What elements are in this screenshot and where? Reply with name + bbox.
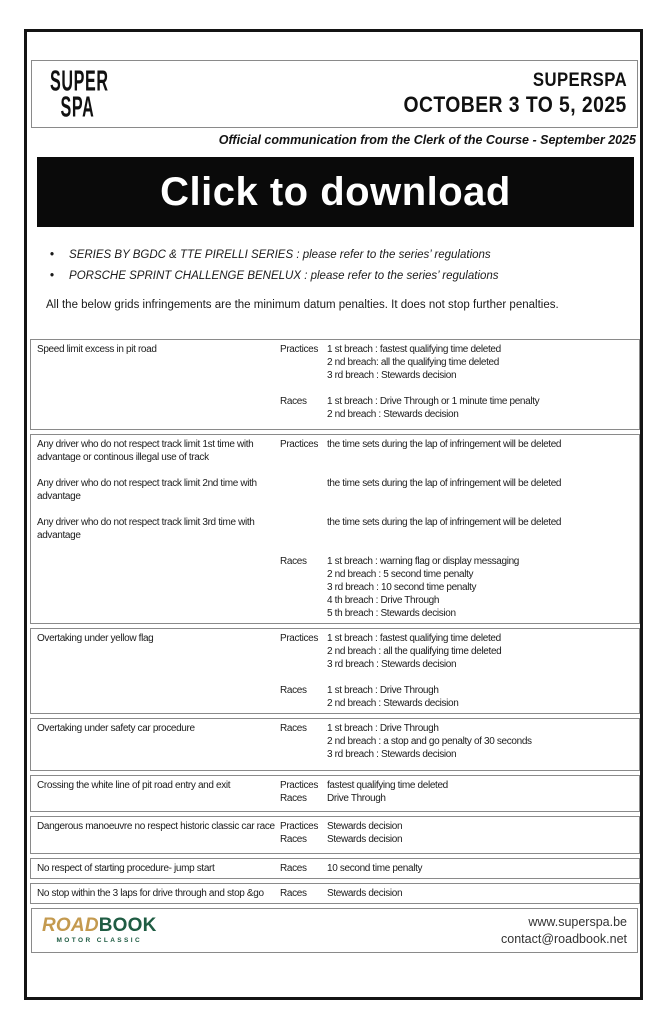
- penalty-lines: [327, 343, 635, 382]
- session-label: Practices: [280, 821, 318, 832]
- session-label: [280, 477, 327, 503]
- penalty-line: 3 rd breach : Stewards decision: [327, 370, 457, 381]
- penalty-line: Stewards decision: [327, 888, 403, 899]
- list-item: [50, 270, 615, 283]
- penalty-lines: [327, 820, 635, 833]
- penalties-note: All the below grids infringements are the minimum datum penalties. It does not stop further penalties.: [46, 299, 559, 311]
- footer: [31, 908, 638, 953]
- penalty-segment: [31, 722, 635, 761]
- session-label: Races: [280, 556, 307, 567]
- infringement-text: Dangerous manoeuvre no respect historic classic car race: [37, 821, 275, 832]
- infringement-text: No respect of starting procedure- jump start: [37, 863, 215, 874]
- session-label: Races: [280, 396, 307, 407]
- penalty-line: fastest qualifying time deleted: [327, 780, 448, 791]
- session-label: Practices: [280, 780, 318, 791]
- penalty-lines: [327, 438, 635, 464]
- penalty-box: [30, 434, 640, 624]
- contact-block: [501, 914, 627, 948]
- penalty-line: 2 nd breach: all the qualifying time deleted: [327, 357, 499, 368]
- roadbook-logo-book: BOOK: [98, 915, 157, 937]
- series-bullet-list: [50, 249, 615, 291]
- penalty-line: 3 rd breach : Stewards decision: [327, 659, 457, 670]
- session-label: Races: [280, 685, 307, 696]
- download-banner-label: Click to download: [160, 169, 511, 214]
- penalty-lines: [327, 632, 635, 671]
- roadbook-logo: [42, 916, 157, 945]
- list-item: [50, 249, 615, 262]
- penalty-line: 3 rd breach : Stewards decision: [327, 749, 457, 760]
- penalty-line: 5 th breach : Stewards decision: [327, 608, 456, 619]
- infringement-text: Crossing the white line of pit road entry and exit: [37, 780, 231, 791]
- penalty-table: [30, 339, 640, 908]
- penalty-box: [30, 858, 640, 879]
- session-label: Races: [280, 863, 307, 874]
- penalty-lines: [327, 395, 635, 421]
- header: [31, 60, 638, 128]
- penalty-line: 2 nd breach : all the qualifying time deleted: [327, 646, 502, 657]
- bullet-dot-icon: •: [50, 249, 55, 261]
- penalty-lines: [327, 792, 635, 805]
- infringement-text: Overtaking under safety car procedure: [37, 723, 195, 734]
- penalty-segment: [31, 862, 635, 875]
- penalty-line: 1 st breach : Drive Through: [327, 685, 439, 696]
- event-dates: OCTOBER 3 TO 5, 2025: [403, 92, 627, 117]
- email-text: contact@roadbook.net: [501, 931, 627, 946]
- penalty-line: the time sets during the lap of infringement will be deleted: [327, 517, 562, 528]
- penalty-segment: [31, 833, 635, 846]
- penalty-segment: [31, 555, 635, 620]
- infringement-text: Overtaking under yellow flag: [37, 633, 154, 644]
- penalty-line: 3 rd breach : 10 second time penalty: [327, 582, 477, 593]
- infringement-text: [37, 792, 280, 805]
- penalty-line: 1 st breach : fastest qualifying time deleted: [327, 344, 501, 355]
- website-text: www.superspa.be: [528, 914, 627, 929]
- penalty-line: 1 st breach : Drive Through: [327, 723, 439, 734]
- infringement-text: Any driver who do not respect track limit 2nd time with advantage: [37, 478, 257, 502]
- penalty-box: [30, 816, 640, 854]
- download-banner-button[interactable]: [37, 157, 634, 227]
- infringement-text: [37, 395, 280, 421]
- penalty-lines: [327, 862, 635, 875]
- penalty-lines: [327, 684, 635, 710]
- penalty-lines: [327, 779, 635, 792]
- infringement-text: Any driver who do not respect track limit 3rd time with advantage: [37, 517, 255, 541]
- event-title: SUPERSPA: [532, 70, 627, 91]
- roadbook-logo-subtitle: MOTOR CLASSIC: [56, 937, 143, 945]
- penalty-line: 2 nd breach : Stewards decision: [327, 409, 459, 420]
- infringement-text: [37, 684, 280, 710]
- penalty-segment: [31, 438, 635, 464]
- penalty-segment: [31, 684, 635, 710]
- penalty-line: the time sets during the lap of infringement will be deleted: [327, 478, 562, 489]
- session-label: Practices: [280, 633, 318, 644]
- event-title-block: [373, 70, 627, 118]
- infringement-text: Any driver who do not respect track limit 1st time with advantage or continous illegal use of track: [37, 439, 254, 463]
- penalty-line: 2 nd breach : Stewards decision: [327, 698, 459, 709]
- penalty-line: 10 second time penalty: [327, 863, 423, 874]
- penalty-box: [30, 339, 640, 430]
- session-label: Races: [280, 723, 307, 734]
- penalty-segment: [31, 477, 635, 503]
- session-label: Races: [280, 834, 307, 845]
- penalty-lines: [327, 722, 635, 761]
- penalty-lines: [327, 516, 635, 542]
- series-bullet-text: PORSCHE SPRINT CHALLENGE BENELUX : please refer to the series’ regulations: [69, 270, 499, 282]
- session-label: Races: [280, 888, 307, 899]
- penalty-segment: [31, 395, 635, 421]
- infringement-text: Speed limit excess in pit road: [37, 344, 157, 355]
- penalty-line: 1 st breach : warning flag or display messaging: [327, 556, 519, 567]
- infringement-text: No stop within the 3 laps for drive through and stop &go: [37, 888, 264, 899]
- penalty-lines: [327, 833, 635, 846]
- penalty-box: [30, 883, 640, 904]
- logo-line-2: SPA: [60, 89, 95, 124]
- penalty-segment: [31, 779, 635, 792]
- session-label: Practices: [280, 439, 318, 450]
- penalty-line: 4 th breach : Drive Through: [327, 595, 440, 606]
- infringement-text: [37, 555, 280, 620]
- penalty-segment: [31, 820, 635, 833]
- penalty-segment: [31, 887, 635, 900]
- bullet-dot-icon: •: [50, 270, 55, 282]
- penalty-lines: [327, 555, 635, 620]
- official-communication-line: Official communication from the Clerk of the Course - September 2025: [218, 133, 636, 147]
- session-label: Practices: [280, 344, 318, 355]
- penalty-lines: [327, 477, 635, 503]
- penalty-line: the time sets during the lap of infringement will be deleted: [327, 439, 562, 450]
- roadbook-logo-road: ROAD: [42, 915, 99, 937]
- penalty-line: Stewards decision: [327, 821, 403, 832]
- penalty-line: 2 nd breach : a stop and go penalty of 30 seconds: [327, 736, 532, 747]
- penalty-box: [30, 718, 640, 771]
- penalty-line: Drive Through: [327, 793, 386, 804]
- session-label: Races: [280, 793, 307, 804]
- penalty-box: [30, 628, 640, 714]
- penalty-segment: [31, 343, 635, 382]
- series-bullet-text: SERIES BY BGDC & TTE PIRELLI SERIES : please refer to the series’ regulations: [69, 249, 491, 261]
- penalty-box: [30, 775, 640, 812]
- penalty-lines: [327, 887, 635, 900]
- logo-line-1: SUPER: [50, 63, 109, 98]
- penalty-segment: [31, 792, 635, 805]
- session-label: [280, 516, 327, 542]
- penalty-line: 1 st breach : Drive Through or 1 minute time penalty: [327, 396, 540, 407]
- penalty-line: Stewards decision: [327, 834, 403, 845]
- penalty-line: 1 st breach : fastest qualifying time deleted: [327, 633, 501, 644]
- infringement-text: [37, 833, 280, 846]
- penalty-segment: [31, 516, 635, 542]
- penalty-segment: [31, 632, 635, 671]
- penalty-line: 2 nd breach : 5 second time penalty: [327, 569, 474, 580]
- superspa-logo: [50, 63, 109, 124]
